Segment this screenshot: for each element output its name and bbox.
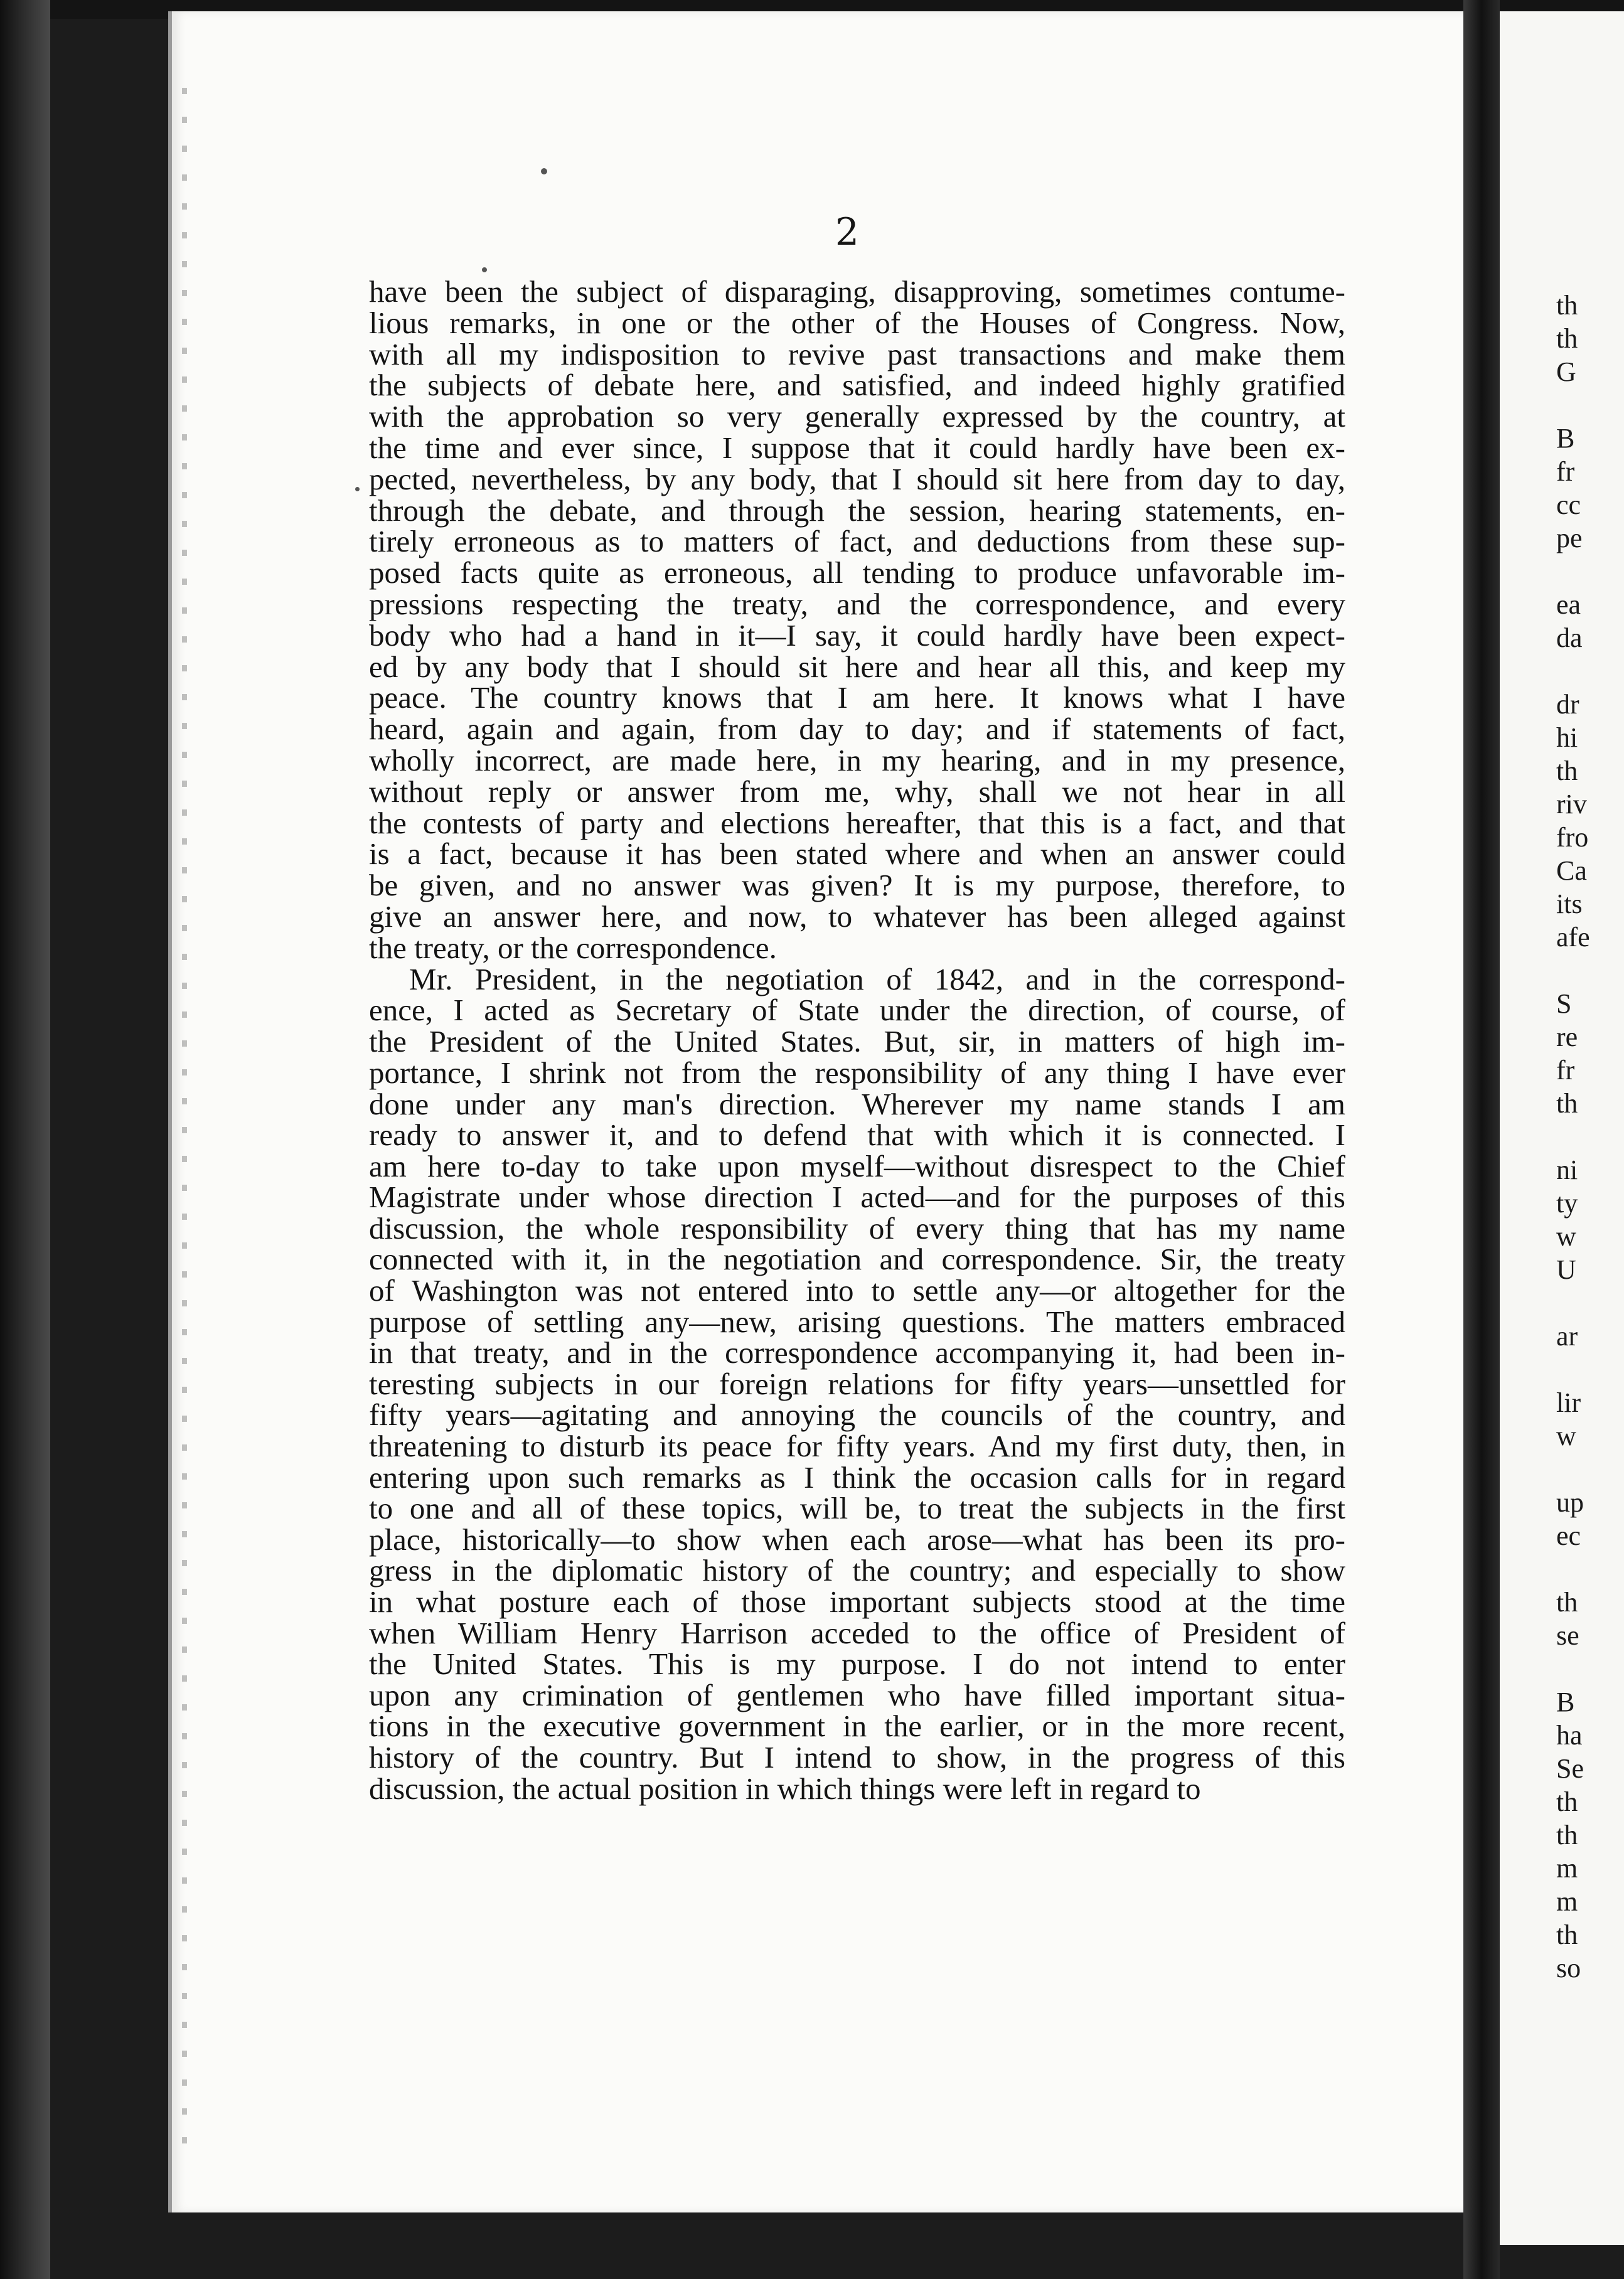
facing-page-fragment: m <box>1556 1853 1578 1884</box>
facing-page-fragment: th <box>1556 323 1578 354</box>
facing-page-fragment: S <box>1556 988 1572 1019</box>
facing-page-fragment: w <box>1556 1421 1576 1451</box>
facing-page-fragment: re <box>1556 1022 1578 1052</box>
facing-page-fragment: th <box>1556 1786 1578 1817</box>
facing-page-fragment <box>1556 654 1624 688</box>
text-line: the United States. This is my purpose. I do not intend to enter <box>369 1647 1345 1682</box>
text-line: in what posture each of those important subjects stood at the time <box>369 1584 1345 1620</box>
facing-page-fragment: th <box>1556 1587 1578 1618</box>
text-line: teresting subjects in our foreign relations for fifty years—unsettled for <box>369 1366 1345 1401</box>
text-line: portance, I shrink not from the responsibility of any thing I have ever <box>369 1055 1345 1090</box>
facing-page-fragment: da <box>1556 622 1583 653</box>
facing-page-fragment: ni <box>1556 1155 1578 1185</box>
text-line: the contests of party and elections hereafter, that this is a fact, and that <box>369 805 1345 840</box>
facing-page-fragment: fr <box>1556 1055 1575 1086</box>
facing-page-fragment: th <box>1556 1820 1578 1850</box>
text-line: purpose of settling any—new, arising questions. The matters embraced <box>369 1304 1345 1339</box>
text-line: with all my indisposition to revive past transactions and make them <box>369 336 1345 371</box>
text-line: threatening to disturb its peace for fifty years. And my first duty, then, in <box>369 1429 1345 1464</box>
facing-page-fragment: ha <box>1556 1720 1583 1751</box>
binding-stitch-marks <box>182 88 187 2159</box>
text-line: give an answer here, and now, to whatever has been alleged against <box>369 899 1345 934</box>
facing-page-fragment: m <box>1556 1886 1578 1917</box>
facing-page-fragment: Se <box>1556 1753 1584 1784</box>
text-line: pected, nevertheless, by any body, that I should sit here from day to day, <box>369 461 1345 496</box>
facing-page-fragment: afe <box>1556 922 1590 953</box>
facing-page-fragment <box>1556 1552 1624 1586</box>
text-line: ence, I acted as Secretary of State under the direction, of course, of <box>369 993 1345 1028</box>
facing-page-fragment: so <box>1556 1953 1581 1983</box>
text-line: pressions respecting the treaty, and the correspondence, and every <box>369 586 1345 621</box>
facing-page-fragment: lir <box>1556 1387 1581 1418</box>
text-line: through the debate, and through the session, hearing statements, en- <box>369 493 1345 528</box>
text-line: the treaty, or the correspondence. <box>369 930 777 965</box>
facing-page-fragment: se <box>1556 1620 1579 1651</box>
facing-page-fragment: B <box>1556 423 1575 454</box>
text-line: posed facts quite as erroneous, all tending to produce unfavorable im- <box>369 555 1345 590</box>
text-line: have been the subject of disparaging, disapproving, sometimes contume- <box>369 274 1345 309</box>
text-line: am here to-day to take upon myself—without disrespect to the Chief <box>369 1148 1345 1183</box>
facing-page-fragment <box>1556 1453 1624 1486</box>
text-line: entering upon such remarks as I think the occasion calls for in regard <box>369 1460 1345 1495</box>
facing-page-fragment: w <box>1556 1221 1576 1252</box>
page-number: 2 <box>835 210 860 254</box>
text-line: discussion, the actual position in which things were left in regard to <box>369 1771 1201 1806</box>
facing-page-fragment <box>1556 1120 1624 1153</box>
facing-page-fragment: th <box>1556 1919 1578 1950</box>
facing-page-fragment <box>1556 1286 1624 1320</box>
text-line: when William Henry Harrison acceded to the office of President of <box>369 1615 1345 1650</box>
facing-page-text-fragments <box>1556 289 1624 1985</box>
facing-page-fragment <box>1556 1353 1624 1386</box>
text-line: ed by any body that I should sit here and hear all this, and keep my <box>369 649 1345 684</box>
facing-page-fragment <box>1556 555 1624 588</box>
facing-page-fragment: ec <box>1556 1520 1581 1551</box>
text-line: peace. The country knows that I am here. It knows what I have <box>369 680 1345 715</box>
text-line: heard, again and again, from day to day; and if statements of fact, <box>369 712 1345 747</box>
facing-page-fragment: G <box>1556 356 1576 387</box>
facing-page-fragment: Ca <box>1556 855 1587 886</box>
facing-page-fragment: ar <box>1556 1321 1578 1352</box>
text-line: the time and ever since, I suppose that it could hardly have been ex- <box>369 430 1345 465</box>
text-line: place, historically—to show when each arose—what has been its pro- <box>369 1522 1345 1557</box>
facing-page-fragment: th <box>1556 290 1578 321</box>
text-line: gress in the diplomatic history of the country; and especially to show <box>369 1553 1345 1588</box>
paper-speck <box>541 168 547 174</box>
facing-page-fragment: B <box>1556 1687 1575 1717</box>
facing-page-fragment: th <box>1556 1088 1578 1119</box>
scan-left-border <box>0 0 50 2279</box>
text-line: to one and all of these topics, will be, to treat the subjects in the first <box>369 1491 1345 1526</box>
text-line: history of the country. But I intend to show, in the progress of this <box>369 1739 1345 1775</box>
text-line: with the approbation so very generally expressed by the country, at <box>369 399 1345 434</box>
page-body-text <box>369 276 1345 1804</box>
facing-page-fragment: hi <box>1556 722 1578 753</box>
facing-page-fragment: ea <box>1556 589 1581 620</box>
facing-page-fragment: dr <box>1556 689 1579 720</box>
facing-page-fragment <box>1556 954 1624 987</box>
text-line: tirely erroneous as to matters of fact, and deductions from these sup- <box>369 524 1345 559</box>
text-line: be given, and no answer was given? It is my purpose, therefore, to <box>369 868 1345 903</box>
book-gutter <box>1463 0 1500 2279</box>
text-line: body who had a hand in it—I say, it could hardly have been expect- <box>369 617 1345 653</box>
paper-speck <box>355 487 360 491</box>
text-line: done under any man's direction. Wherever my name stands I am <box>369 1086 1345 1121</box>
text-line: ready to answer it, and to defend that with which it is connected. I <box>369 1118 1345 1153</box>
paper-speck <box>482 267 487 272</box>
text-line: discussion, the whole responsibility of every thing that has my name <box>369 1210 1345 1246</box>
text-line: connected with it, in the negotiation and correspondence. Sir, the treaty <box>369 1242 1345 1277</box>
text-line: the President of the United States. But, sir, in matters of high im- <box>369 1024 1345 1059</box>
text-line: upon any crimination of gentlemen who have filled important situa- <box>369 1677 1345 1712</box>
facing-page-fragment: th <box>1556 755 1578 786</box>
text-line: lious remarks, in one or the other of the Houses of Congress. Now, <box>369 305 1345 340</box>
facing-page-fragment <box>1556 388 1624 422</box>
text-line: of Washington was not entered into to settle any—or altogether for the <box>369 1273 1345 1308</box>
facing-page-fragment: cc <box>1556 489 1581 520</box>
facing-page-fragment: ty <box>1556 1188 1578 1219</box>
text-line: Mr. President, in the negotiation of 1842, and in the correspond- <box>409 961 1345 996</box>
text-line: wholly incorrect, are made here, in my hearing, and in my presence, <box>369 742 1345 777</box>
facing-page-fragment: its <box>1556 889 1583 919</box>
facing-page-fragment: riv <box>1556 789 1587 819</box>
text-line: without reply or answer from me, why, shall we not hear in all <box>369 774 1345 809</box>
facing-page-fragment: fro <box>1556 822 1589 853</box>
text-line: Magistrate under whose direction I acted—and for the purposes of this <box>369 1180 1345 1215</box>
text-line: in that treaty, and in the correspondence accompanying it, had been in- <box>369 1335 1345 1370</box>
text-line: tions in the executive government in the earlier, or in the more recent, <box>369 1709 1345 1744</box>
text-line: the subjects of debate here, and satisfied, and indeed highly gratified <box>369 368 1345 403</box>
facing-page-fragment: up <box>1556 1487 1584 1518</box>
facing-page-fragment: U <box>1556 1254 1576 1285</box>
text-line: is a fact, because it has been stated where and when an answer could <box>369 836 1345 872</box>
facing-page-fragment <box>1556 1652 1624 1685</box>
text-line: fifty years—agitating and annoying the councils of the country, and <box>369 1397 1345 1433</box>
facing-page-fragment: fr <box>1556 456 1575 487</box>
facing-page-fragment: pe <box>1556 523 1583 553</box>
